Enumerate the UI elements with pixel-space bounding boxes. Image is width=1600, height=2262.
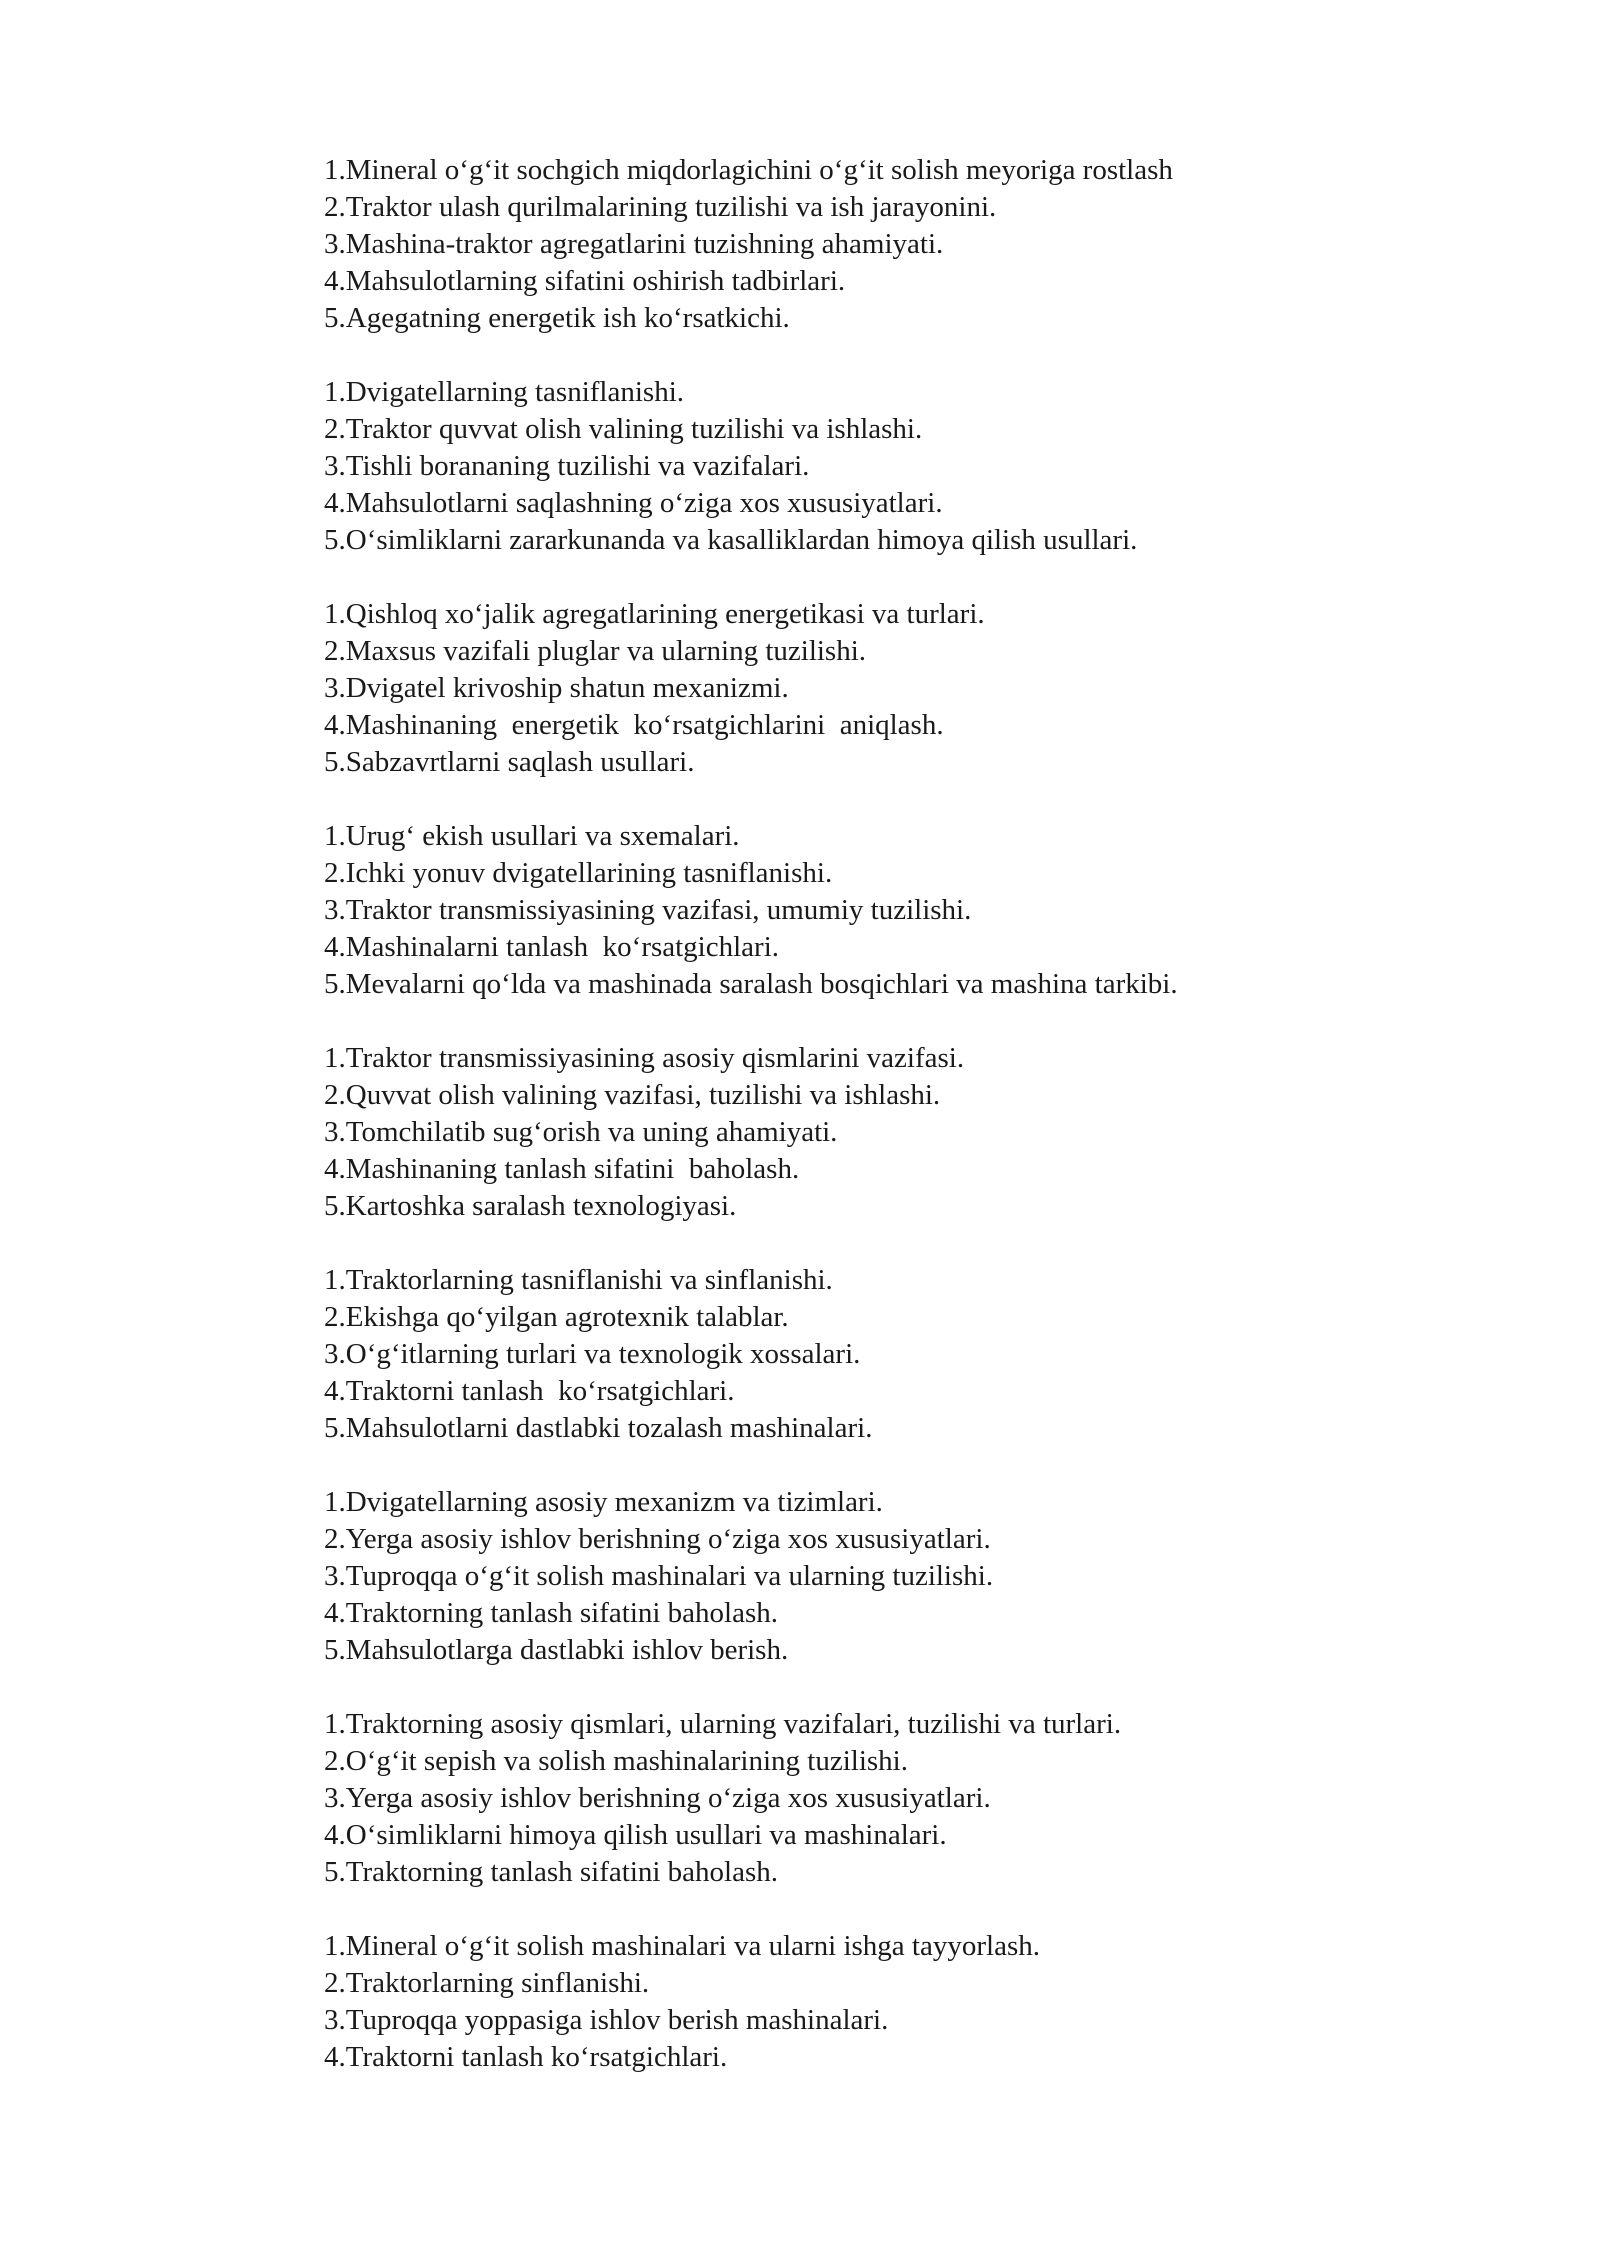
question-item: 1.Traktorning asosiy qismlari, ularning vazifalari, tuzilishi va turlari. bbox=[324, 1708, 1122, 1740]
question-item: 2.Yerga asosiy ishlov berishning o‘ziga xos xususiyatlari. bbox=[324, 1523, 991, 1555]
question-group bbox=[324, 1484, 1524, 1669]
question-item: 3.Dvigatel krivoship shatun mexanizmi. bbox=[324, 672, 789, 704]
question-item: 2.Ichki yonuv dvigatellarining tasniflanishi. bbox=[324, 857, 833, 889]
question-item: 4.Mahsulotlarni saqlashning o‘ziga xos xususiyatlari. bbox=[324, 487, 943, 519]
question-list bbox=[324, 152, 1524, 2113]
question-item: 3.Mashina-traktor agregatlarini tuzishning ahamiyati. bbox=[324, 228, 944, 260]
question-item: 4.Mashinaning tanlash sifatini baholash. bbox=[324, 1153, 800, 1185]
question-item: 2.Quvvat olish valining vazifasi, tuzilishi va ishlashi. bbox=[324, 1079, 941, 1111]
question-item: 4.Traktorni tanlash ko‘rsatgichlari. bbox=[324, 1375, 735, 1407]
question-item: 5.Agegatning energetik ish ko‘rsatkichi. bbox=[324, 302, 790, 334]
question-item: 5.Mahsulotlarni dastlabki tozalash mashinalari. bbox=[324, 1412, 873, 1444]
question-item: 1.Traktor transmissiyasining asosiy qismlarini vazifasi. bbox=[324, 1042, 965, 1074]
question-item: 4.Traktorni tanlash ko‘rsatgichlari. bbox=[324, 2041, 728, 2073]
question-item: 1.Dvigatellarning asosiy mexanizm va tizimlari. bbox=[324, 1486, 883, 1518]
question-item: 4.Mashinaning energetik ko‘rsatgichlarini aniqlash. bbox=[324, 709, 944, 741]
question-item: 3.Tishli borananing tuzilishi va vazifalari. bbox=[324, 450, 810, 482]
question-item: 2.Traktor ulash qurilmalarining tuzilishi va ish jarayonini. bbox=[324, 191, 997, 223]
question-item: 3.Tomchilatib sug‘orish va uning ahamiyati. bbox=[324, 1116, 838, 1148]
question-item: 2.Traktor quvvat olish valining tuzilishi va ishlashi. bbox=[324, 413, 923, 445]
question-item: 2.Ekishga qo‘yilgan agrotexnik talablar. bbox=[324, 1301, 789, 1333]
question-item: 4.O‘simliklarni himoya qilish usullari va mashinalari. bbox=[324, 1819, 947, 1851]
question-group bbox=[324, 818, 1524, 1003]
question-item: 2.Traktorlarning sinflanishi. bbox=[324, 1967, 650, 1999]
question-group bbox=[324, 596, 1524, 781]
question-item: 1.Dvigatellarning tasniflanishi. bbox=[324, 376, 685, 408]
question-item: 5.Kartoshka saralash texnologiyasi. bbox=[324, 1190, 737, 1222]
question-item: 5.O‘simliklarni zararkunanda va kasalliklardan himoya qilish usullari. bbox=[324, 524, 1138, 556]
question-item: 5.Mahsulotlarga dastlabki ishlov berish. bbox=[324, 1634, 789, 1666]
question-item: 3.Yerga asosiy ishlov berishning o‘ziga xos xususiyatlari. bbox=[324, 1782, 991, 1814]
question-group bbox=[324, 374, 1524, 559]
question-item: 4.Traktorning tanlash sifatini baholash. bbox=[324, 1597, 779, 1629]
question-item: 3.Traktor transmissiyasining vazifasi, umumiy tuzilishi. bbox=[324, 894, 972, 926]
question-group bbox=[324, 1040, 1524, 1225]
question-item: 1.Mineral o‘g‘it sochgich miqdorlagichini o‘g‘it solish meyoriga rostlash bbox=[324, 154, 1173, 186]
question-item: 3.O‘g‘itlarning turlari va texnologik xossalari. bbox=[324, 1338, 861, 1370]
question-item: 1.Urug‘ ekish usullari va sxemalari. bbox=[324, 820, 740, 852]
question-item: 3.Tuproqqa o‘g‘it solish mashinalari va ularning tuzilishi. bbox=[324, 1560, 994, 1592]
question-group bbox=[324, 1706, 1524, 1891]
question-item: 1.Traktorlarning tasniflanishi va sinflanishi. bbox=[324, 1264, 833, 1296]
question-item: 4.Mashinalarni tanlash ko‘rsatgichlari. bbox=[324, 931, 780, 963]
question-item: 1.Mineral o‘g‘it solish mashinalari va ularni ishga tayyorlash. bbox=[324, 1930, 1040, 1962]
question-item: 5.Sabzavrtlarni saqlash usullari. bbox=[324, 746, 695, 778]
question-item: 2.O‘g‘it sepish va solish mashinalarining tuzilishi. bbox=[324, 1745, 908, 1777]
question-item: 4.Mahsulotlarning sifatini oshirish tadbirlari. bbox=[324, 265, 846, 297]
question-item: 2.Maxsus vazifali pluglar va ularning tuzilishi. bbox=[324, 635, 867, 667]
question-group bbox=[324, 1928, 1524, 2076]
question-item: 3.Tuproqqa yoppasiga ishlov berish mashinalari. bbox=[324, 2004, 889, 2036]
question-item: 5.Mevalarni qo‘lda va mashinada saralash bosqichlari va mashina tarkibi. bbox=[324, 968, 1178, 1000]
question-item: 5.Traktorning tanlash sifatini baholash. bbox=[324, 1856, 779, 1888]
question-item: 1.Qishloq xo‘jalik agregatlarining energetikasi va turlari. bbox=[324, 598, 985, 630]
question-group bbox=[324, 1262, 1524, 1447]
question-group bbox=[324, 152, 1524, 337]
